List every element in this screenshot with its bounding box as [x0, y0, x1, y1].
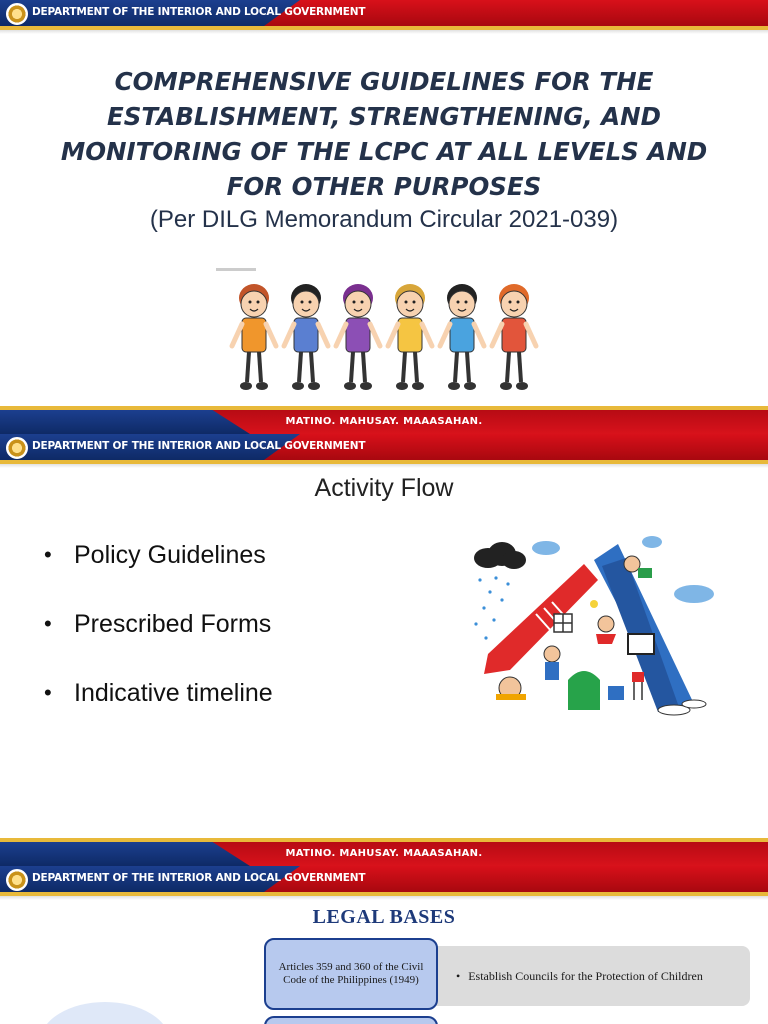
title-line: FOR OTHER PURPOSES	[226, 172, 542, 201]
title-line: COMPREHENSIVE GUIDELINES FOR THE	[114, 67, 654, 96]
slide-header	[0, 434, 768, 460]
slide-header	[0, 0, 768, 26]
slide-3-title: LEGAL BASES	[312, 906, 456, 928]
rain-cloud-icon	[474, 542, 526, 640]
header-org-name: DEPARTMENT OF THE INTERIOR AND LOCAL GOVERNMENT	[32, 872, 366, 884]
slide-2	[0, 434, 768, 866]
child-figure	[388, 284, 432, 390]
family-house-illustration	[466, 534, 722, 716]
slide-1-title	[20, 64, 748, 204]
dilg-logo-icon	[6, 437, 28, 459]
activity-list	[44, 538, 273, 745]
list-item: • Policy Guidelines	[44, 538, 273, 607]
family-house-illustration-svg	[466, 534, 722, 716]
title-line: MONITORING OF THE LCPC AT ALL LEVELS AND	[60, 137, 708, 166]
child-figure	[492, 284, 536, 390]
decorative-circle	[40, 1002, 170, 1024]
list-item: • Indicative timeline	[44, 676, 273, 745]
child-figure	[440, 284, 484, 390]
children-illustration-svg	[216, 268, 546, 396]
footer-tagline: MATINO. MAHUSAY. MAAASAHAN.	[285, 416, 483, 427]
dilg-logo-icon	[6, 3, 28, 25]
child-figure	[232, 284, 276, 390]
slide-footer	[0, 838, 768, 866]
header-org-name: DEPARTMENT OF THE INTERIOR AND LOCAL GOVERNMENT	[32, 6, 366, 18]
bullet-icon: •	[456, 968, 461, 983]
slide-2-title: Activity Flow	[314, 474, 454, 502]
slide-1-subtitle: (Per DILG Memorandum Circular 2021-039)	[149, 206, 619, 233]
bullet-icon: •	[44, 542, 52, 567]
list-item: • Prescribed Forms	[44, 607, 273, 676]
bullet-icon: •	[44, 611, 52, 636]
children-illustration	[216, 268, 546, 396]
legal-basis-item	[264, 1016, 438, 1024]
title-line: ESTABLISHMENT, STRENGTHENING, AND	[107, 102, 661, 131]
slide-footer	[0, 406, 768, 434]
slide-header	[0, 866, 768, 892]
child-figure	[284, 284, 328, 390]
slide-1	[0, 0, 768, 434]
footer-tagline: MATINO. MAHUSAY. MAAASAHAN.	[285, 848, 483, 859]
dilg-logo-icon	[6, 869, 28, 891]
slide-3	[0, 866, 768, 1024]
child-figure	[336, 284, 380, 390]
legal-basis-description: • Establish Councils for the Protection of Children	[420, 946, 750, 1006]
header-org-name: DEPARTMENT OF THE INTERIOR AND LOCAL GOVERNMENT	[32, 440, 366, 452]
bullet-icon: •	[44, 680, 52, 705]
legal-basis-item: Articles 359 and 360 of the Civil Code of the Philippines (1949)	[264, 938, 438, 1010]
